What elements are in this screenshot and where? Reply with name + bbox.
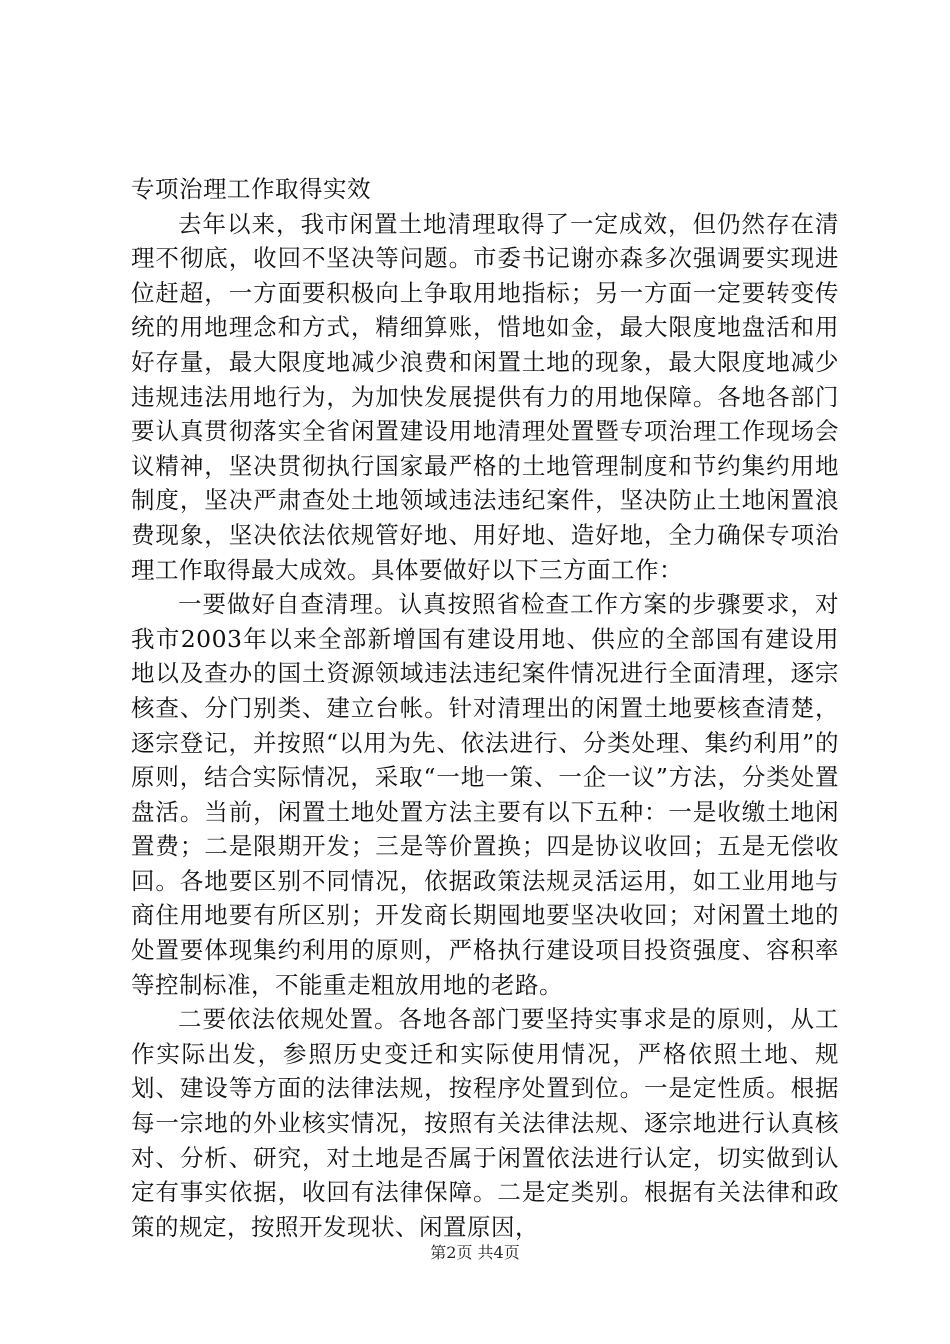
paragraph-legal-disposal: 二要依法依规处置。各地各部门要坚持实事求是的原则，从工作实际出发，参照历史变迁和实际使用情况，严格依照土地、规划、建设等方面的法律法规，按程序处置到位。一是定性质。根据每一宗地的外业核实情况，按照有关法律法规、逐宗地进行认真核对、分析、研究，对土地是否属于闲置依法进行认定，切实做到认定有事实依据，收回有法律保障。二是定类别。根据有关法律和政策的规定，按照开发现状、闲置原因， (131, 1005, 839, 1241)
document-body (131, 172, 839, 1244)
page-number-footer: 第2页 共4页 (430, 1243, 520, 1262)
paragraph-intro: 去年以来，我市闲置土地清理取得了一定成效，但仍然存在清理不彻底，收回不坚决等问题。市委书记谢亦森多次强调要实现进位赶超，一方面要积极向上争取用地指标；另一方面一定要转变传统的用地理念和方式，精细算账，惜地如金，最大限度地盘活和用好存量，最大限度地减少浪费和闲置土地的现象，最大限度地减少违规违法用地行为，为加快发展提供有力的用地保障。各地各部门要认真贯彻落实全省闲置建设用地清理处置暨专项治理工作现场会议精神，坚决贯彻执行国家最严格的土地管理制度和节约集约用地制度，坚决严肃查处土地领域违法违纪案件，坚决防止土地闲置浪费现象，坚决依法依规管好地、用好地、造好地，全力确保专项治理工作取得最大成效。具体要做好以下三方面工作： (131, 209, 839, 584)
section-heading: 专项治理工作取得实效 (131, 175, 371, 203)
paragraph-self-inspection: 一要做好自查清理。认真按照省检查工作方案的步骤要求，对我市2003年以来全部新增国有建设用地、供应的全部国有建设用地以及查办的国土资源领域违法违纪案件情况进行全面清理，逐宗核查、分门别类、建立台帐。针对清理出的闲置土地要核查清楚，逐宗登记，并按照“以用为先、依法进行、分类处理、集约利用”的原则，结合实际情况，采取“一地一策、一企一议”方法，分类处置盘活。当前，闲置土地处置方法主要有以下五种：一是收缴土地闲置费；二是限期开发；三是等价置换；四是协议收回；五是无偿收回。各地要区别不同情况，依据政策法规灵活运用，如工业用地与商住用地要有所区别；开发商长期囤地要坚决收回；对闲置土地的处置要体现集约利用的原则，严格执行建设项目投资强度、容积率等控制标准，不能重走粗放用地的老路。 (131, 590, 839, 999)
